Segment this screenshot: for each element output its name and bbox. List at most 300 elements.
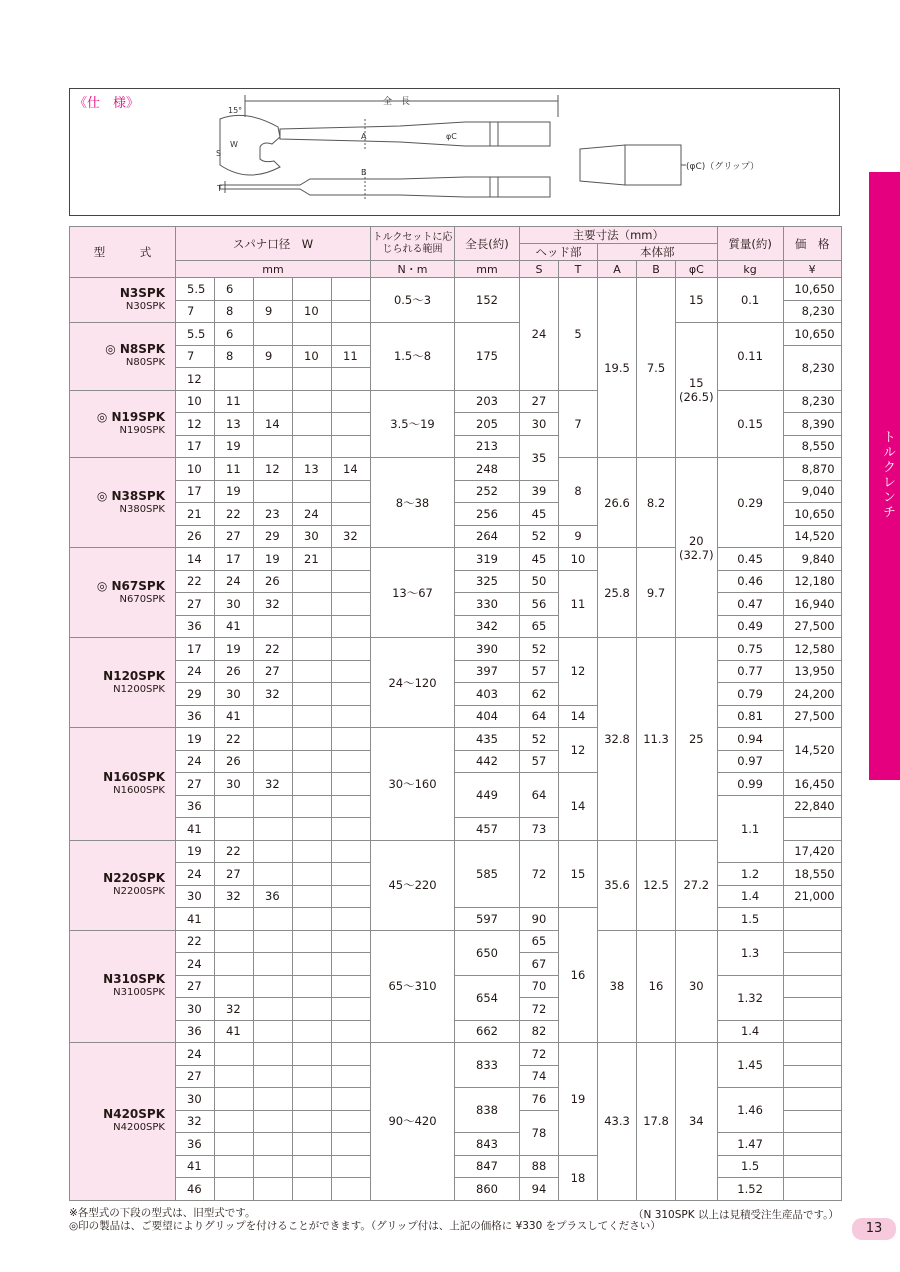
spanner-size-cell [293,728,332,751]
spanner-size-cell [254,1020,293,1043]
value-cell: 38 [598,930,637,1043]
spanner-size-cell: 29 [254,525,293,548]
spanner-size-cell: 12 [176,368,215,391]
spanner-size-cell [215,908,254,931]
price-header: 価 格 [783,227,841,261]
spanner-size-cell: 27 [215,863,254,886]
spanner-size-cell: 36 [254,885,293,908]
price-cell [783,930,841,953]
spanner-size-cell [254,953,293,976]
spanner-size-cell: 24 [176,953,215,976]
spanner-size-cell [254,435,293,458]
value-cell: 11.3 [637,638,676,841]
spanner-size-cell [332,278,371,301]
value-cell: 0.5～3 [371,278,455,323]
value-cell: 27.2 [676,840,718,930]
table-row [70,705,842,728]
spanner-size-cell [332,480,371,503]
spanner-size-cell: 32 [254,773,293,796]
value-cell: 19.5 [598,278,637,458]
value-cell: 65～310 [371,930,455,1043]
value-cell: 62 [520,683,559,706]
price-cell [783,953,841,976]
spanner-size-cell [332,413,371,436]
spanner-size-cell [293,683,332,706]
model-cell: N120SPK N1200SPK [70,638,176,728]
spanner-size-cell: 30 [176,1088,215,1111]
spanner-size-cell: 10 [176,390,215,413]
spanner-size-cell: 36 [176,1020,215,1043]
side-tab [869,172,900,780]
spec-diagram-box [69,88,840,216]
unit-a: A [598,261,637,278]
value-cell: 17.8 [637,1043,676,1201]
value-cell: 7 [559,390,598,458]
spanner-size-cell [332,1155,371,1178]
value-cell: 7.5 [637,278,676,458]
spanner-size-cell: 36 [176,615,215,638]
unit-b: B [637,261,676,278]
spanner-size-cell: 26 [176,525,215,548]
spanner-size-cell [254,840,293,863]
spanner-size-cell [293,930,332,953]
spanner-size-cell: 22 [215,840,254,863]
value-cell: 39 [520,480,559,503]
value-cell: 19 [559,1043,598,1156]
value-cell: 13～67 [371,548,455,638]
table-row [70,1178,842,1201]
price-cell: 24,200 [783,683,841,706]
spanner-size-cell: 17 [176,638,215,661]
value-cell: 0.97 [717,750,783,773]
spanner-size-cell [332,1110,371,1133]
spanner-size-cell [332,818,371,841]
unit-yen: ¥ [783,261,841,278]
value-cell: 45 [520,548,559,571]
spanner-size-cell [254,863,293,886]
model-cell: N220SPK N2200SPK [70,840,176,930]
price-cell: 14,520 [783,525,841,548]
value-cell: 833 [455,1043,520,1088]
value-cell: 8 [559,458,598,526]
price-cell: 13,950 [783,660,841,683]
value-cell: 65 [520,615,559,638]
value-cell: 15 (26.5) [676,323,718,458]
model-header: 型 式 [70,227,176,278]
spanner-size-cell [332,323,371,346]
value-cell: 1.46 [717,1088,783,1133]
model-cell: N3SPK N30SPK [70,278,176,323]
spanner-size-cell [254,615,293,638]
spanner-size-cell [332,795,371,818]
total-length-label: 全 長 [383,97,411,107]
value-cell: 52 [520,728,559,751]
value-cell: 10 [559,548,598,571]
spanner-size-cell [332,683,371,706]
table-row [70,638,842,661]
spanner-size-cell: 30 [215,593,254,616]
notes [69,1207,661,1233]
spanner-size-cell [332,840,371,863]
value-cell: 70 [520,975,559,998]
spanner-size-cell [254,998,293,1021]
spanner-size-cell [332,548,371,571]
body-header: 本体部 [598,244,718,261]
spanner-size-cell: 32 [215,885,254,908]
spanner-size-cell [293,1065,332,1088]
spanner-size-cell [254,1178,293,1201]
spanner-size-cell: 9 [254,345,293,368]
spanner-size-cell [254,750,293,773]
spanner-size-cell [254,1155,293,1178]
model-cell: ◎ N8SPK N80SPK [70,323,176,391]
spanner-size-cell [293,638,332,661]
table-row [70,930,842,953]
spanner-size-cell: 14 [176,548,215,571]
table-row [70,908,842,931]
spanner-size-cell [254,278,293,301]
price-cell: 8,390 [783,413,841,436]
value-cell: 256 [455,503,520,526]
spanner-size-cell: 10 [293,300,332,323]
value-cell: 32.8 [598,638,637,841]
spanner-size-cell [215,1065,254,1088]
model-cell: ◎ N67SPK N670SPK [70,548,176,638]
spanner-size-cell [293,975,332,998]
value-cell: 0.29 [717,458,783,548]
price-cell: 18,550 [783,863,841,886]
value-cell: 11 [559,570,598,638]
note-line-2: ◎印の製品は、ご要望によりグリップを付けることができます。（グリップ付は、上記の価格に ¥330 をプラスしてください） [69,1220,661,1232]
note-line-1: ※各型式の下段の型式は、旧型式です。 [69,1207,256,1219]
value-cell: 90～420 [371,1043,455,1201]
unit-nm: N・m [371,261,455,278]
value-cell: 203 [455,390,520,413]
spanner-size-cell: 24 [176,660,215,683]
price-cell: 14,520 [783,728,841,773]
spanner-size-cell: 23 [254,503,293,526]
model-cell: N160SPK N1600SPK [70,728,176,841]
dims-header: 主要寸法（mm） [520,227,718,244]
spanner-size-cell [254,480,293,503]
spanner-size-cell [293,818,332,841]
value-cell: 90 [520,908,559,931]
value-cell: 0.75 [717,638,783,661]
spanner-header: スパナ口径 W [176,227,371,261]
price-cell: 8,230 [783,345,841,390]
spanner-size-cell [332,863,371,886]
spanner-size-cell [215,930,254,953]
spanner-size-cell: 32 [215,998,254,1021]
spanner-size-cell: 26 [254,570,293,593]
spanner-size-cell [254,1110,293,1133]
spanner-size-cell: 19 [176,840,215,863]
value-cell: 0.1 [717,278,783,323]
spanner-size-cell [254,930,293,953]
value-cell: 35.6 [598,840,637,930]
wrench-diagram [70,89,841,217]
note-right: （N 310SPK 以上は見積受注生産品です。） [633,1209,839,1221]
price-cell [783,1110,841,1133]
spanner-size-cell [293,1133,332,1156]
spanner-size-cell [254,1065,293,1088]
spanner-size-cell: 7 [176,345,215,368]
spanner-size-cell: 32 [332,525,371,548]
spanner-size-cell [293,615,332,638]
spanner-size-cell [332,885,371,908]
a-label: A [361,132,367,141]
spanner-size-cell [293,840,332,863]
price-cell: 8,230 [783,390,841,413]
value-cell: 25 [676,638,718,841]
value-cell: 0.45 [717,548,783,571]
spanner-size-cell: 41 [176,818,215,841]
value-cell: 1.47 [717,1133,783,1156]
value-cell: 45 [520,503,559,526]
value-cell: 12 [559,728,598,773]
spec-title: 《仕 様》 [74,96,140,111]
spanner-size-cell: 19 [215,435,254,458]
value-cell: 457 [455,818,520,841]
spanner-size-cell: 12 [254,458,293,481]
value-cell: 14 [559,773,598,841]
value-cell: 72 [520,840,559,908]
spanner-size-cell [332,300,371,323]
spanner-size-cell [293,998,332,1021]
value-cell: 0.46 [717,570,783,593]
spanner-size-cell: 22 [176,570,215,593]
table-row [70,458,842,481]
b-label: B [361,168,367,177]
table-row [70,728,842,751]
spanner-size-cell [293,660,332,683]
value-cell: 94 [520,1178,559,1201]
spanner-size-cell [332,773,371,796]
spanner-size-cell [332,570,371,593]
value-cell: 15 [676,278,718,323]
s-label: S [216,149,222,158]
spanner-size-cell: 13 [293,458,332,481]
value-cell: 30 [676,930,718,1043]
spanner-size-cell [254,1043,293,1066]
spanner-size-cell [293,278,332,301]
spanner-size-cell [293,1043,332,1066]
angle-label: 15° [228,106,243,115]
table-row [70,660,842,683]
spanner-size-cell: 11 [215,458,254,481]
spanner-size-cell [254,975,293,998]
spanner-size-cell [293,480,332,503]
spanner-size-cell: 41 [215,1020,254,1043]
value-cell: 1.5 [717,908,783,931]
spanner-size-cell: 30 [176,885,215,908]
value-cell: 35 [520,435,559,480]
table-row [70,278,842,301]
spanner-size-cell: 21 [293,548,332,571]
spanner-size-cell: 17 [215,548,254,571]
spanner-size-cell [254,1133,293,1156]
value-cell: 435 [455,728,520,751]
spanner-size-cell [215,1178,254,1201]
price-cell: 27,500 [783,615,841,638]
unit-row [70,261,842,278]
spanner-size-cell [293,413,332,436]
value-cell: 248 [455,458,520,481]
spanner-size-cell [254,368,293,391]
spanner-size-cell [293,908,332,931]
price-cell: 12,180 [783,570,841,593]
value-cell: 205 [455,413,520,436]
spanner-size-cell: 41 [176,908,215,931]
value-cell: 860 [455,1178,520,1201]
spanner-size-cell: 41 [176,1155,215,1178]
spanner-size-cell [254,908,293,931]
spanner-size-cell: 5.5 [176,278,215,301]
spanner-size-cell [215,818,254,841]
value-cell: 72 [520,1043,559,1066]
value-cell: 1.2 [717,863,783,886]
spanner-size-cell: 22 [215,728,254,751]
value-cell: 152 [455,278,520,323]
spanner-size-cell [215,795,254,818]
spanner-size-cell [215,368,254,391]
price-cell: 10,650 [783,503,841,526]
value-cell: 252 [455,480,520,503]
spanner-size-cell: 24 [215,570,254,593]
price-cell: 8,550 [783,435,841,458]
spanner-size-cell: 24 [176,863,215,886]
spanner-size-cell [293,1178,332,1201]
value-cell: 0.11 [717,323,783,391]
spanner-size-cell: 36 [176,1133,215,1156]
value-cell: 1.3 [717,930,783,975]
spanner-size-cell [293,570,332,593]
price-cell: 10,650 [783,323,841,346]
value-cell: 0.49 [717,615,783,638]
spanner-size-cell: 27 [215,525,254,548]
spanner-size-cell: 19 [176,728,215,751]
spanner-size-cell: 17 [176,480,215,503]
spanner-size-cell: 27 [176,975,215,998]
value-cell: 390 [455,638,520,661]
spanner-size-cell: 22 [254,638,293,661]
spanner-size-cell [332,750,371,773]
value-cell: 67 [520,953,559,976]
value-cell: 76 [520,1088,559,1111]
spanner-size-cell: 41 [215,705,254,728]
grip-label: (φC)（グリップ） [686,162,759,172]
value-cell: 0.99 [717,773,783,796]
header-row [70,227,842,244]
side-tab-label: トルクレンチ [880,430,895,520]
spanner-size-cell: 5.5 [176,323,215,346]
value-cell: 50 [520,570,559,593]
spanner-size-cell [254,795,293,818]
spanner-size-cell: 11 [332,345,371,368]
value-cell: 82 [520,1020,559,1043]
spanner-size-cell [332,1133,371,1156]
spanner-size-cell: 27 [254,660,293,683]
value-cell: 0.79 [717,683,783,706]
spanner-size-cell [254,728,293,751]
price-cell [783,1065,841,1088]
price-cell: 27,500 [783,705,841,728]
spanner-size-cell: 24 [293,503,332,526]
length-header: 全長(約) [455,227,520,261]
value-cell: 56 [520,593,559,616]
spanner-size-cell: 14 [254,413,293,436]
value-cell: 20 (32.7) [676,458,718,638]
price-cell [783,1178,841,1201]
value-cell: 52 [520,638,559,661]
table-row [70,750,842,773]
price-cell [783,1155,841,1178]
value-cell: 175 [455,323,520,391]
spanner-size-cell: 36 [176,795,215,818]
spanner-size-cell [332,705,371,728]
price-cell [783,1020,841,1043]
mass-header: 質量(約) [717,227,783,261]
spanner-size-cell: 24 [176,1043,215,1066]
spanner-size-cell [254,323,293,346]
spanner-size-cell: 22 [176,930,215,953]
unit-s: S [520,261,559,278]
value-cell: 8～38 [371,458,455,548]
spanner-size-cell [293,390,332,413]
spanner-size-cell [332,368,371,391]
spanner-size-cell [293,705,332,728]
spanner-size-cell: 8 [215,345,254,368]
spanner-size-cell: 30 [176,998,215,1021]
value-cell: 27 [520,390,559,413]
head-header: ヘッド部 [520,244,598,261]
spanner-size-cell [332,728,371,751]
value-cell: 15 [559,840,598,908]
spanner-size-cell [332,503,371,526]
table-row [70,1088,842,1111]
value-cell: 0.15 [717,390,783,458]
spanner-size-cell [332,930,371,953]
value-cell: 650 [455,930,520,975]
spanner-size-cell [293,795,332,818]
price-cell [783,975,841,998]
spanner-size-cell: 32 [176,1110,215,1133]
unit-c: φC [676,261,718,278]
value-cell: 45～220 [371,840,455,930]
value-cell: 65 [520,930,559,953]
value-cell: 403 [455,683,520,706]
spanner-size-cell [293,1088,332,1111]
value-cell: 73 [520,818,559,841]
spanner-size-cell: 19 [254,548,293,571]
spanner-size-cell: 27 [176,1065,215,1088]
value-cell: 838 [455,1088,520,1133]
spanner-size-cell: 6 [215,323,254,346]
price-cell [783,998,841,1021]
price-cell [783,818,841,841]
spanner-size-cell: 30 [215,773,254,796]
price-cell: 12,580 [783,638,841,661]
value-cell: 397 [455,660,520,683]
spanner-size-cell [332,638,371,661]
table-row [70,1043,842,1066]
table-row [70,323,842,346]
value-cell: 24 [520,278,559,391]
spanner-size-cell [332,1020,371,1043]
spanner-size-cell: 30 [215,683,254,706]
spanner-size-cell [332,953,371,976]
spanner-size-cell: 11 [215,390,254,413]
